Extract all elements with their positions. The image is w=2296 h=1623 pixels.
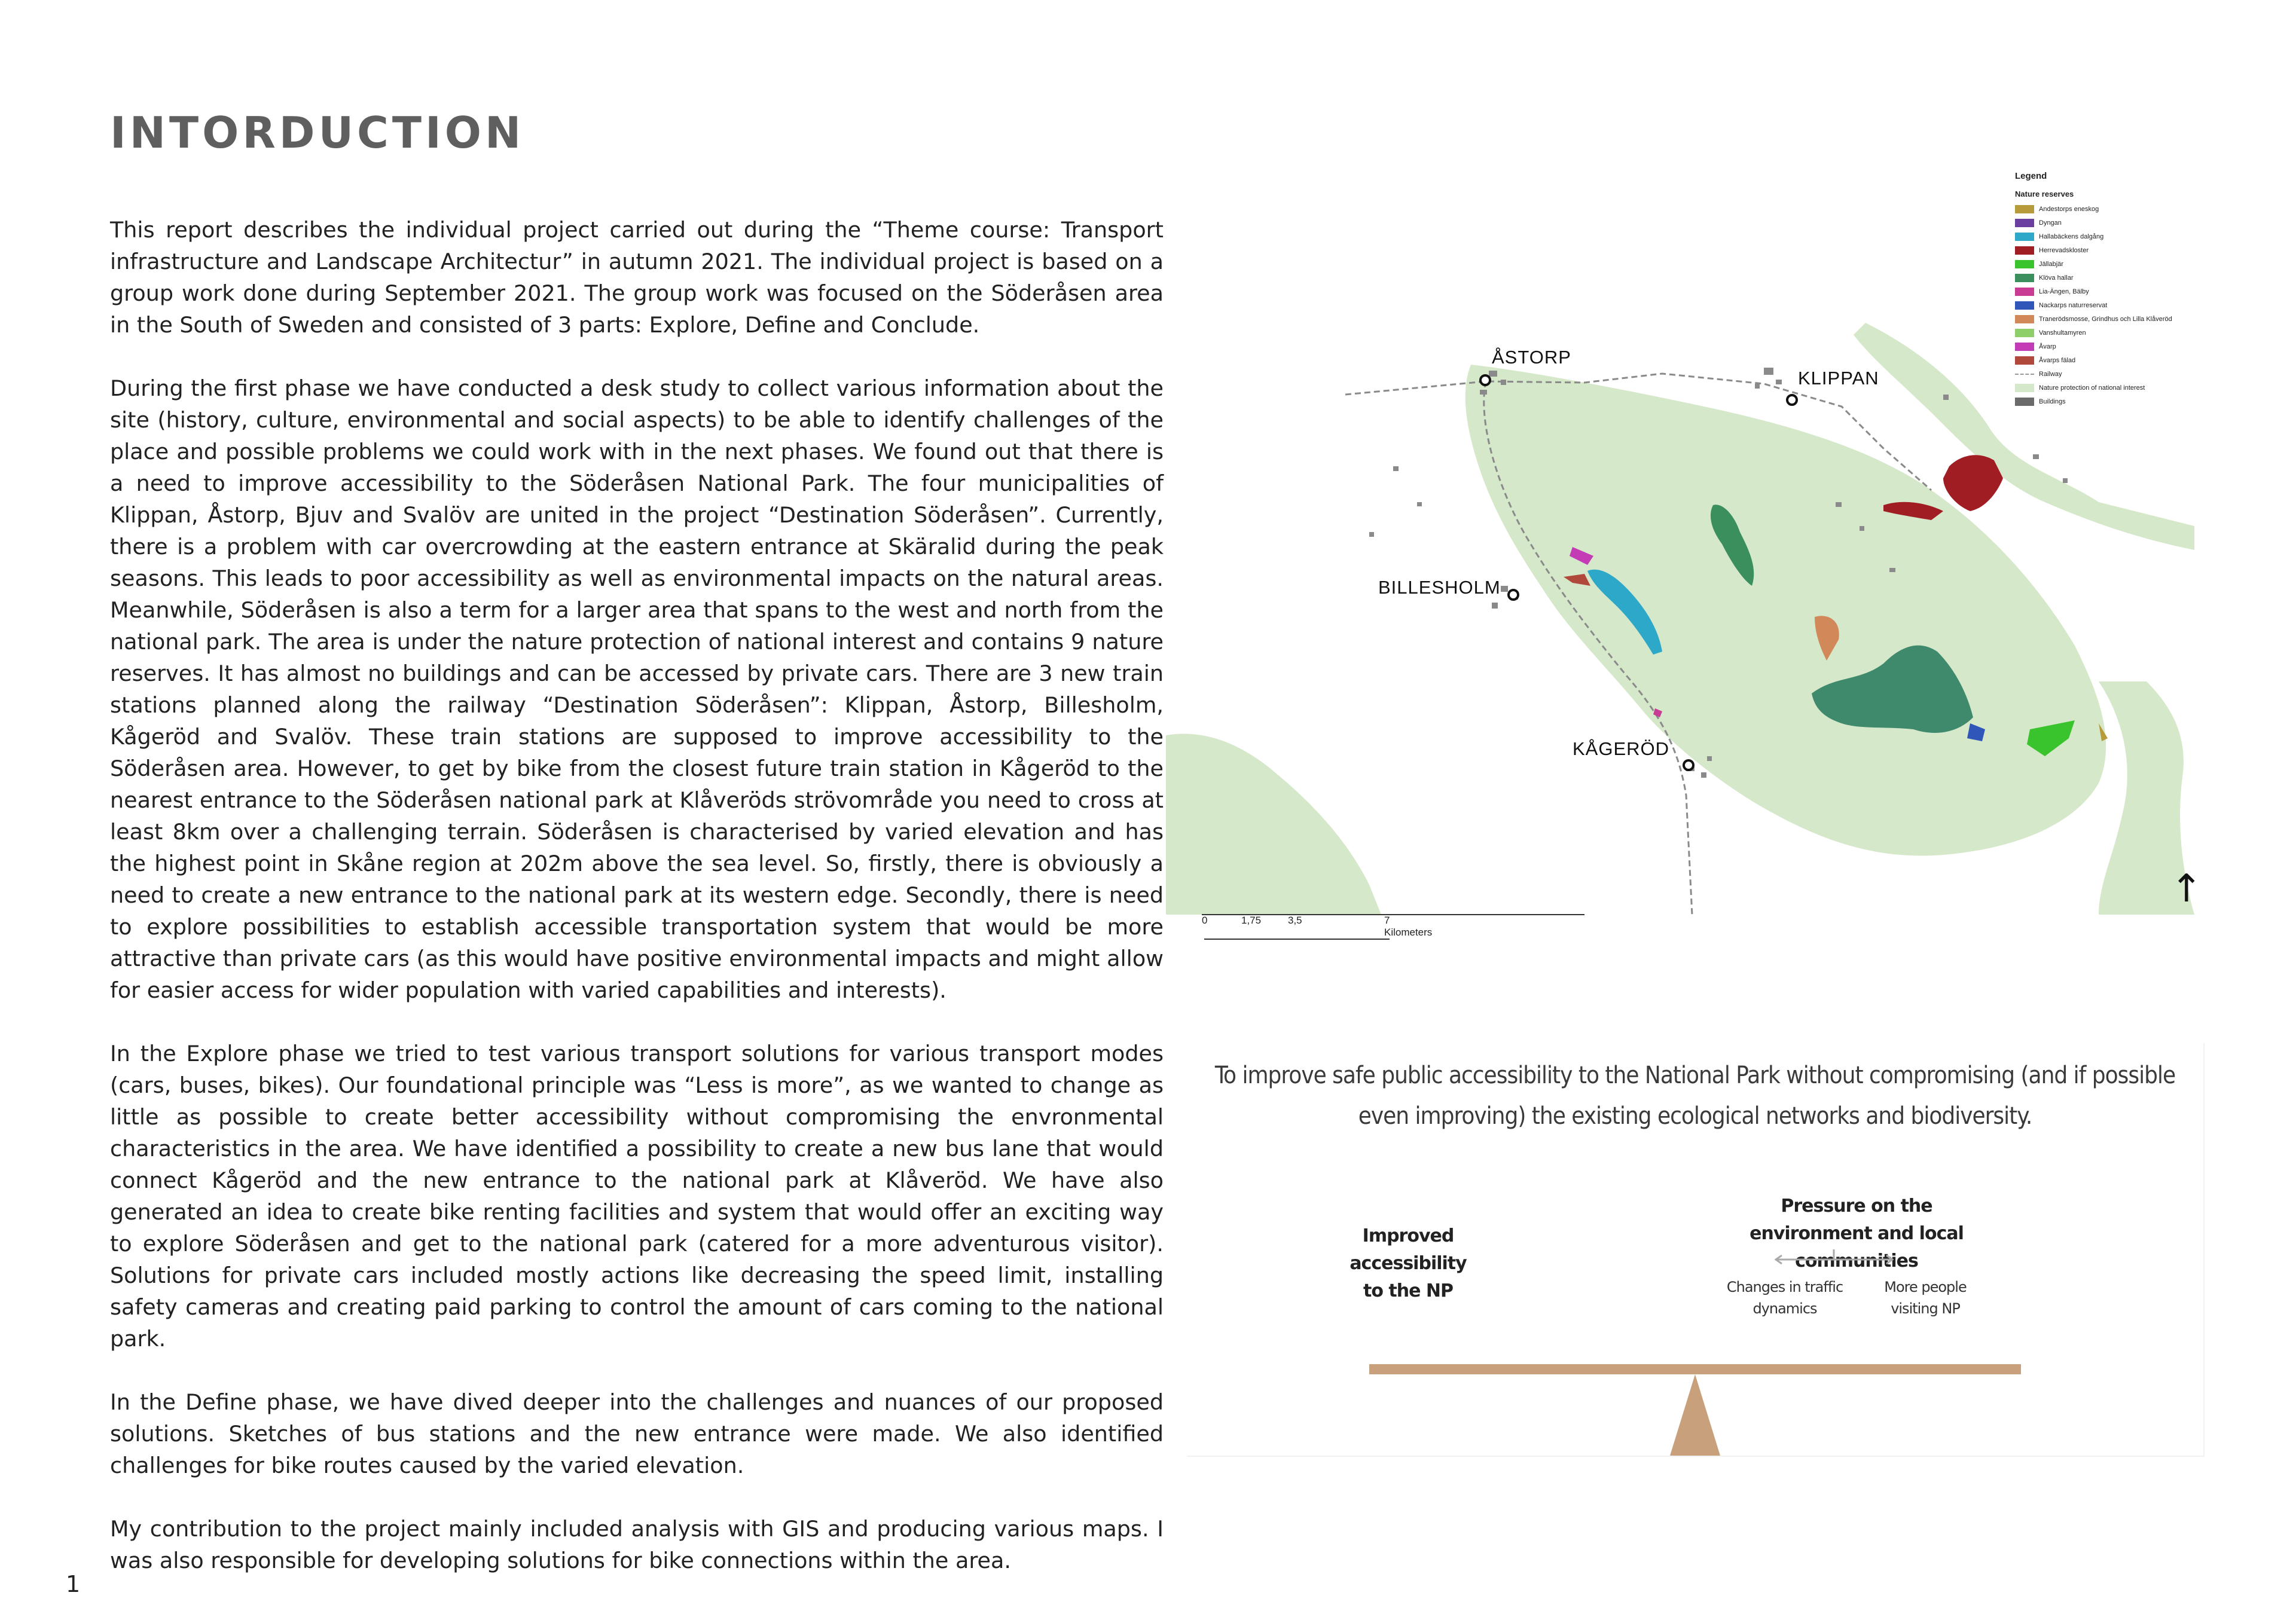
legend-item [2015, 202, 2230, 216]
legend-swatch [2015, 301, 2034, 310]
legend-swatch [2015, 374, 2034, 375]
town-label-klippan: KLIPPAN [1798, 368, 1879, 389]
legend-label: Nature protection of national interest [2039, 384, 2145, 392]
legend-label: Nackarps naturreservat [2039, 301, 2108, 309]
scale-label-0: 0 [1202, 915, 1208, 926]
marker-astorp [1480, 375, 1490, 385]
introduction-text [110, 214, 1164, 1608]
town-label-kageröd: KÅGERÖD [1573, 738, 1670, 759]
sub-label-traffic: Changes in traffic dynamics [1726, 1279, 1843, 1317]
legend-swatch [2015, 343, 2034, 351]
legend-label: Herrevadskloster [2039, 246, 2089, 254]
page-title: INTORDUCTION [110, 108, 525, 158]
page-number: 1 [66, 1571, 81, 1597]
legend-label: Lia-Ängen, Bälby [2039, 288, 2089, 295]
scale-bar [1202, 915, 1433, 950]
paragraph-4: In the Define phase, we have dived deeper into the challenges and nuances of our proposed solutions. Sketches of bus stations and the new entrance were made. We also identified challenges for bike routes caused by the varied elevation. [110, 1389, 1164, 1478]
legend-title: Legend [2015, 171, 2047, 181]
marker-billesholm [1509, 590, 1518, 600]
protection-area-west [1166, 734, 1381, 915]
paragraph-5: My contribution to the project mainly included analysis with GIS and producing various maps. I was also responsible for developing solutions for bike connections within the area. [110, 1516, 1164, 1573]
legend-label: Tranerödsmosse, Grindhus och Lilla Klåveröd [2039, 315, 2172, 323]
legend-swatch [2015, 233, 2034, 241]
legend-item [2015, 353, 2230, 367]
legend-item [2015, 285, 2230, 298]
left-label: Improved accessibility to the NP [1349, 1225, 1467, 1301]
legend-item [2015, 271, 2230, 285]
marker-kageröd [1684, 760, 1693, 770]
legend-swatch [2015, 315, 2034, 323]
legend-item [2015, 312, 2230, 326]
balance-diagram [1187, 1043, 2205, 1457]
legend-label: Jällabjär [2039, 260, 2063, 268]
legend-item [2015, 298, 2230, 312]
town-label-billesholm: BILLESHOLM [1378, 577, 1501, 598]
legend-item [2015, 216, 2230, 230]
scale-label-2: 3,5 [1288, 915, 1302, 926]
legend-subtitle: Nature reserves [2015, 189, 2074, 198]
paragraph-3: In the Explore phase we tried to test various transport solutions for various transport modes (cars, buses, bikes). Our foundational principle was “Less is more”, as we wanted to change as little as possible to create better accessibility without compromising the envronmental characteristics in the area. We have identified a possibility to create a new bus lane that would connect Kågeröd and the new entrance to the national park at Klåveröd. We have also generated an idea to create bike renting facilities and system that would offer an exciting way to explore Söderåsen and get to the national park (catered for a more adventurous visitor). Solutions for private cars included mostly actions like decreasing the speed limit, installing safety cameras and creating paid parking to control the amount of cars coming to the national park. [110, 1041, 1164, 1352]
goal-statement: To improve safe public accessibility to the National Park without compromising (and if possible even improving) the existing ecological networks and biodiversity. [1214, 1062, 2176, 1130]
paragraph-1: This report describes the individual project carried out during the “Theme course: Transport infrastructure and Landscape Architectur” in autumn 2021. The individual project is based on a group work done during September 2021. The group work was focused on the Söderåsen area in the South of Sweden and consisted of 3 parts: Explore, Define and Conclude. [110, 217, 1164, 338]
marker-klippan [1787, 395, 1797, 405]
scale-ticks [1204, 933, 1390, 940]
scale-label-3: 7 Kilometers [1384, 915, 1433, 938]
balance-graphics [1187, 1043, 2203, 1456]
legend-label: Buildings [2039, 398, 2066, 405]
legend-item [2015, 367, 2230, 381]
split-arrow-icon [1776, 1249, 1892, 1264]
legend-label: Klöva hallar [2039, 274, 2074, 282]
legend-swatch [2015, 205, 2034, 213]
legend-swatch [2015, 219, 2034, 227]
legend-item [2015, 257, 2230, 271]
legend-label: Åvarps fälad [2039, 356, 2076, 364]
right-label: Pressure on the environment and local communities [1750, 1196, 1964, 1271]
paragraph-2: During the first phase we have conducted a desk study to collect various information about the site (history, culture, environmental and social aspects) to be able to identify challenges of the place and possible problems we could work with in the next phases. We found out that there is a need to improve accessibility to the Söderåsen National Park. The four municipalities of Klippan, Åstorp, Bjuv and Svalöv are united in the project “Destination Söderåsen”. Currently, there is a problem with car overcrowding at the eastern entrance at Skäralid during the peak seasons. This leads to poor accessibility as well as environmental impacts on the natural areas. Meanwhile, Söderåsen is also a term for a larger area that spans to the west and north from the national park. The area is under the nature protection of national interest and contains 9 nature reserves. It has almost no buildings and can be accessed by private cars. There are 3 new train stations planned along the railway “Destination Söderåsen”: Klippan, Åstorp, Billesholm, Kågeröd and Svalöv. These train stations are supposed to improve accessibility to the Söderåsen area. However, to get by bike from the closest future train station in Kågeröd to the nearest entrance to the Söderåsen national park at Klåveröds strövområde you need to cross at least 8km over a challenging terrain. Söderåsen is characterised by varied elevation and has the highest point in Skåne region at 202m above the sea level. So, firstly, there is obviously a need to create a new entrance to the national park at its western edge. Secondly, there is need to explore possibilities to establish accessible transportation system that would be more attractive than private cars (as this would have positive environmental impacts and might allow for easier access for wider population with varied capabilities and interests). [110, 375, 1164, 1003]
legend-swatch [2015, 246, 2034, 255]
legend-item [2015, 230, 2230, 243]
sub-label-visitors: More people visiting NP [1884, 1279, 1967, 1317]
legend-swatch [2015, 384, 2034, 392]
legend-label: Hallabäckens dalgång [2039, 233, 2104, 240]
legend-swatch [2015, 398, 2034, 406]
legend-label: Dyngan [2039, 219, 2062, 227]
legend-swatch [2015, 260, 2034, 268]
legend-swatch [2015, 274, 2034, 282]
legend-label: Åvarp [2039, 343, 2056, 350]
legend-label: Railway [2039, 370, 2062, 378]
legend-item [2015, 381, 2230, 395]
legend-swatch [2015, 288, 2034, 296]
balance-fulcrum [1670, 1374, 1720, 1456]
legend-item [2015, 326, 2230, 340]
town-label-astorp: ÅSTORP [1492, 347, 1571, 368]
legend-item [2015, 243, 2230, 257]
legend-items [2015, 202, 2230, 408]
legend-swatch [2015, 356, 2034, 365]
north-arrow-icon: ↑ [2170, 867, 2203, 911]
legend-swatch [2015, 329, 2034, 337]
soderasen-map [1166, 167, 2242, 974]
map-legend [2015, 171, 2230, 408]
legend-label: Vanshultamyren [2039, 329, 2086, 337]
legend-item [2015, 340, 2230, 353]
scale-label-1: 1,75 [1241, 915, 1262, 926]
protection-area-main [1465, 365, 2106, 856]
legend-label: Andestorps eneskog [2039, 205, 2099, 213]
balance-beam [1369, 1364, 2021, 1374]
legend-item [2015, 395, 2230, 408]
